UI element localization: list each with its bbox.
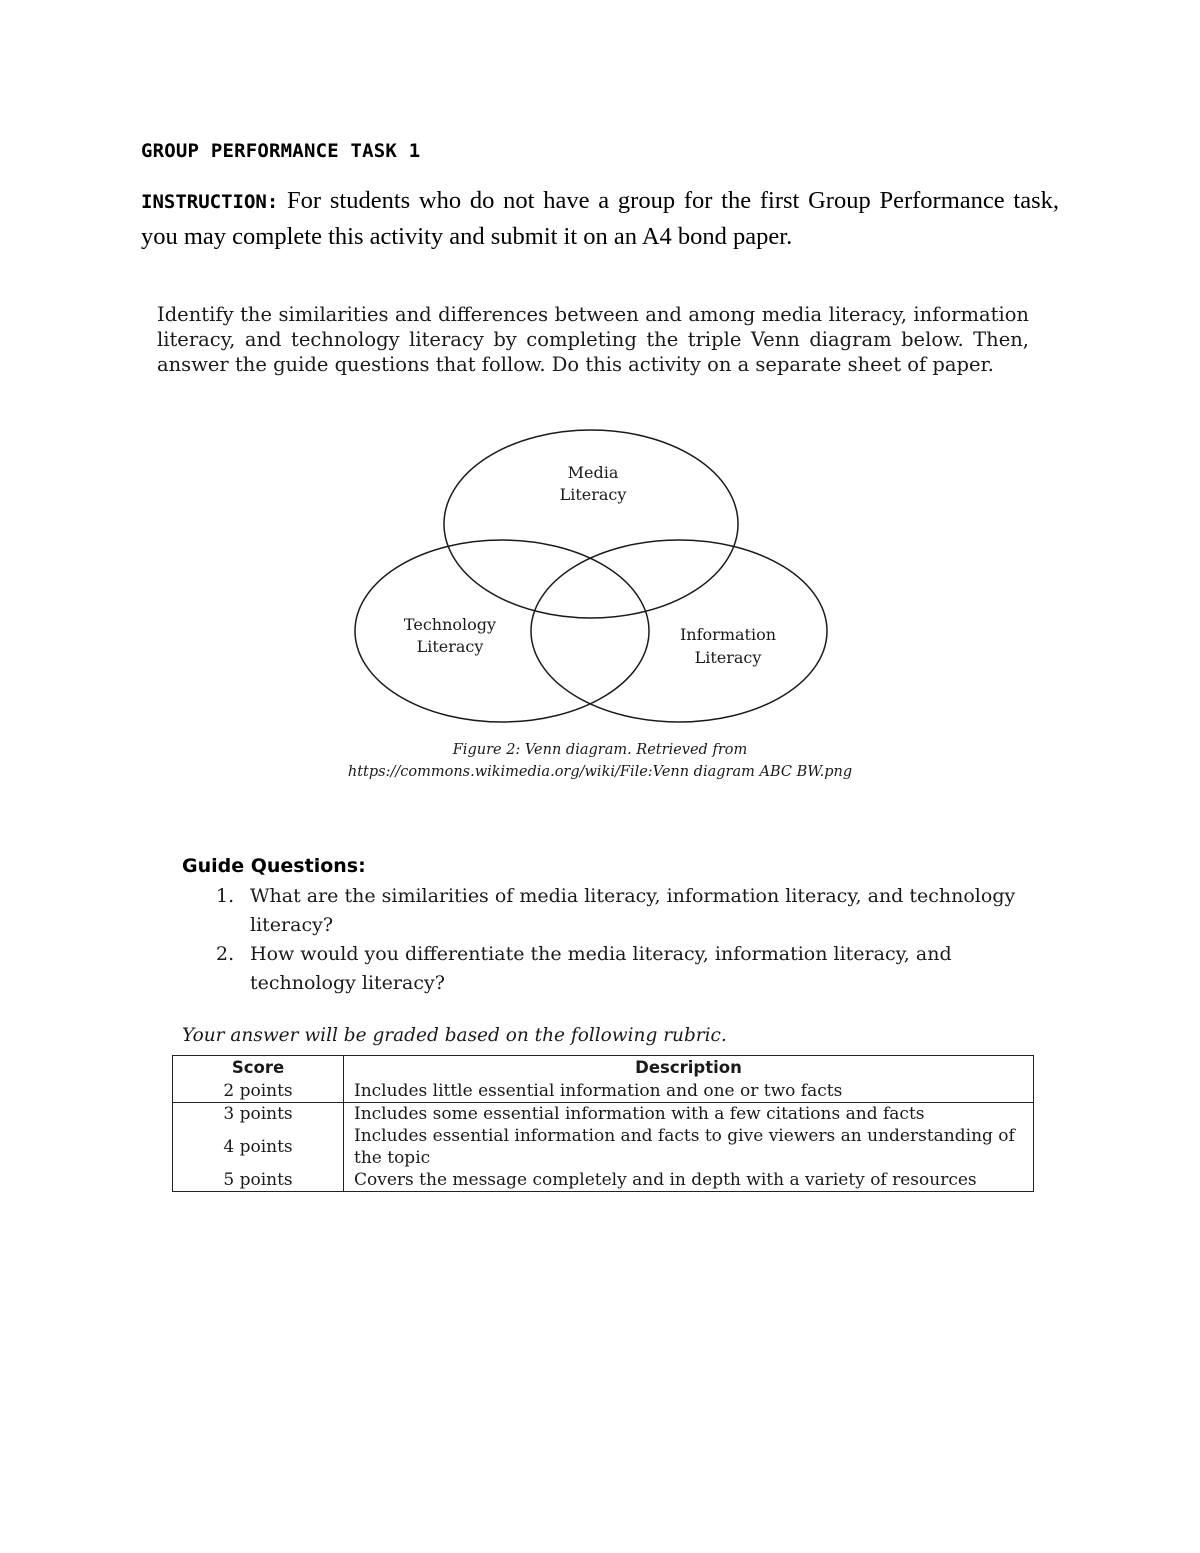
instruction-label: INSTRUCTION: [141,191,279,213]
list-item [216,882,1016,940]
venn-label-media-2: Literacy [559,485,627,504]
activity-prompt: Identify the similarities and differences between and among media literacy, information literacy, and technology literacy by completing the triple Venn diagram below. Then, answer the guide questions that follow. Do this activity on a separate sheet of paper. [157,303,1029,376]
venn-circle-media [444,430,738,618]
column-header-description: Description [344,1056,1034,1081]
question-number: 2. [216,943,235,965]
figure-caption-line-2: https://commons.wikimedia.org/wiki/File:Venn diagram ABC BW.png [347,764,853,780]
figure-caption-line-1: Figure 2: Venn diagram. Retrieved from [452,742,748,758]
score-cell: 3 points [173,1103,344,1126]
table-row [173,1169,1034,1192]
venn-diagram [340,420,840,730]
description-cell: Includes some essential information with a few citations and facts [344,1103,1034,1126]
venn-label-information-1: Information [679,625,777,644]
score-cell: 5 points [173,1169,344,1192]
task-title: GROUP PERFORMANCE TASK 1 [141,140,421,162]
instruction-text: For students who do not have a group for the first Group Performance task, you may complete this activity and submit it on an A4 bond paper. [141,187,1059,250]
venn-label-technology-1: Technology [403,615,497,634]
table-row [173,1080,1034,1103]
table-row [173,1103,1034,1126]
description-cell: Covers the message completely and in depth with a variety of resources [344,1169,1034,1192]
question-text: What are the similarities of media literacy, information literacy, and technology literacy? [250,885,1016,936]
venn-circle-technology [355,540,649,722]
rubric-intro: Your answer will be graded based on the following rubric. [182,1025,727,1046]
rubric-table [172,1055,1034,1192]
question-number: 1. [216,885,235,907]
score-cell: 2 points [173,1080,344,1103]
score-cell: 4 points [173,1125,344,1169]
venn-label-technology-2: Literacy [416,637,484,656]
venn-label-media-1: Media [567,463,619,482]
table-row [173,1125,1034,1169]
description-cell: Includes little essential information and one or two facts [344,1080,1034,1103]
column-header-score: Score [173,1056,344,1081]
list-item [216,940,1016,998]
instruction-paragraph [141,184,1059,254]
guide-questions-heading: Guide Questions: [182,855,366,877]
table-header-row [173,1056,1034,1081]
venn-label-information-2: Literacy [694,648,762,667]
question-text: How would you differentiate the media literacy, information literacy, and technology literacy? [250,943,952,994]
guide-questions-list [216,882,1016,998]
description-cell: Includes essential information and facts to give viewers an understanding of the topic [344,1125,1034,1169]
